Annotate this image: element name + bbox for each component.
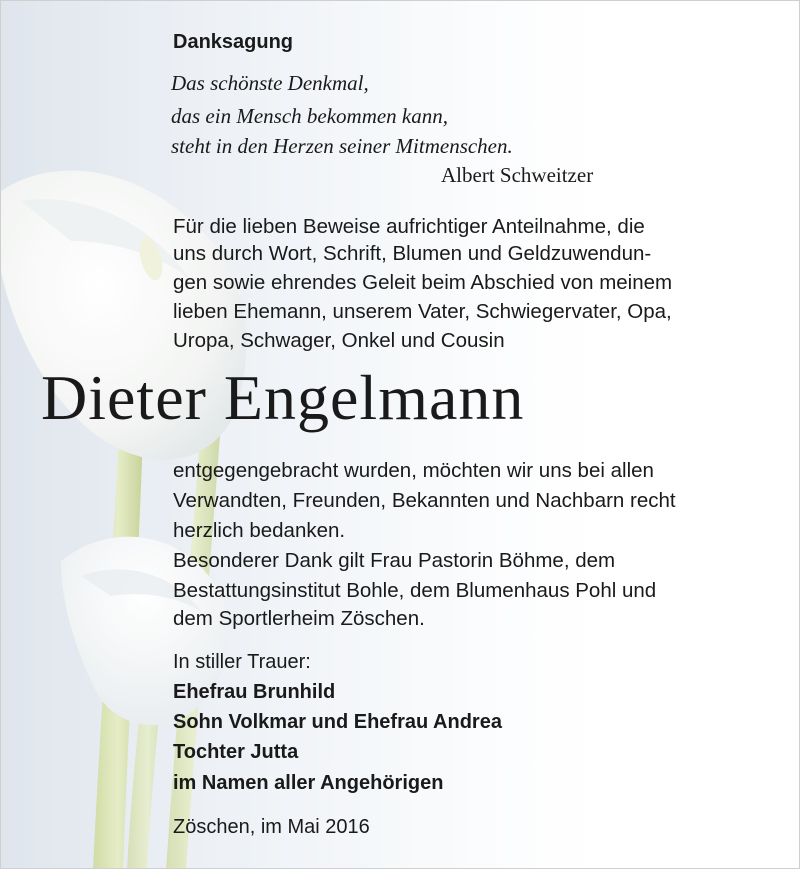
family-member: Ehefrau Brunhild [173, 681, 336, 703]
family-member: Sohn Volkmar und Ehefrau Andrea [173, 711, 502, 733]
intro-line: Uropa, Schwager, Onkel und Cousin [173, 329, 505, 352]
mourning-label: In stiller Trauer: [173, 651, 311, 673]
quote-line: Das schönste Denkmal, [171, 71, 369, 95]
family-member: Tochter Jutta [173, 741, 299, 763]
intro-line: lieben Ehemann, unserem Vater, Schwiegervater, Opa, [173, 300, 672, 323]
closing-line: Verwandten, Freunden, Bekannten und Nachbarn recht [173, 489, 676, 512]
calla-lily-illustration [1, 1, 800, 869]
heading-danksagung: Danksagung [173, 31, 294, 53]
closing-line: dem Sportlerheim Zöschen. [173, 607, 425, 630]
quote-line: das ein Mensch bekommen kann, [171, 104, 448, 128]
quote-line: steht in den Herzen seiner Mitmenschen. [171, 134, 513, 158]
closing-line: Bestattungsinstitut Bohle, dem Blumenhaus Pohl und [173, 579, 657, 602]
intro-line: gen sowie ehrendes Geleit beim Abschied von meinem [173, 271, 673, 294]
quote-author: Albert Schweitzer [441, 163, 594, 187]
family-member: im Namen aller Angehörigen [173, 772, 444, 794]
deceased-name: Dieter Engelmann [41, 362, 525, 433]
place-date: Zöschen, im Mai 2016 [173, 816, 370, 838]
closing-line: entgegengebracht wurden, möchten wir uns bei allen [173, 459, 654, 482]
closing-line: herzlich bedanken. [173, 519, 346, 542]
closing-line: Besonderer Dank gilt Frau Pastorin Böhme, dem [173, 549, 616, 572]
intro-line: Für die lieben Beweise aufrichtiger Anteilnahme, die [173, 215, 645, 238]
intro-line: uns durch Wort, Schrift, Blumen und Geldzuwendun- [173, 242, 652, 265]
